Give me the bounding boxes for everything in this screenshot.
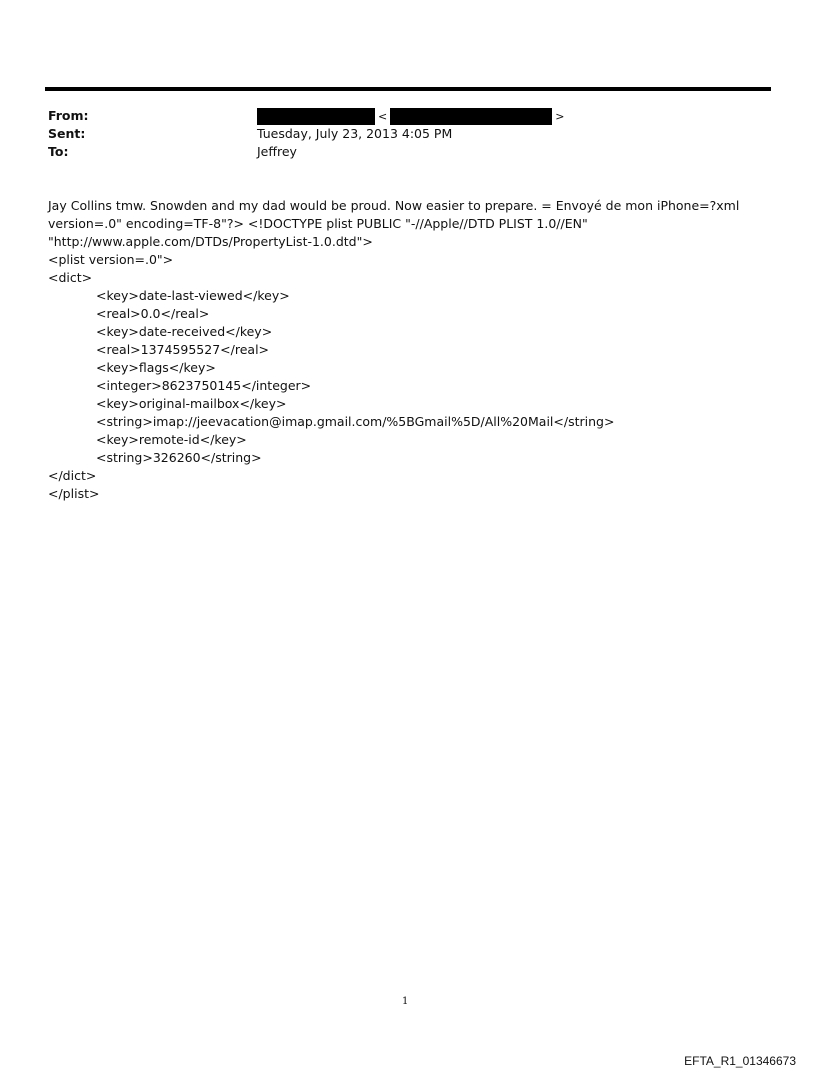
body-line: version=.0" encoding=TF-8"?> <!DOCTYPE plist PUBLIC "-//Apple//DTD PLIST 1.0//EN" (48, 216, 588, 231)
body-line: <key>original-mailbox</key> (96, 396, 287, 411)
from-value (257, 107, 567, 125)
header-rule (45, 87, 771, 91)
body-line: <string>imap://jeevacation@imap.gmail.com/%5BGmail%5D/All%20Mail</string> (96, 414, 615, 429)
body-line: </dict> (48, 468, 97, 483)
body-line: <real>1374595527</real> (96, 342, 270, 357)
from-label: From: (48, 108, 89, 123)
body-line: <dict> (48, 270, 93, 285)
body-line: <integer>8623750145</integer> (96, 378, 312, 393)
body-line: </plist> (48, 486, 100, 501)
from-close-bracket: > (555, 109, 565, 123)
redacted-sender-name (257, 108, 375, 125)
body-line: <real>0.0</real> (96, 306, 210, 321)
to-value: Jeffrey (257, 144, 297, 159)
email-body (48, 197, 748, 503)
sent-label: Sent: (48, 126, 86, 141)
from-open-bracket: < (378, 109, 388, 123)
to-label: To: (48, 144, 69, 159)
body-line: <key>flags</key> (96, 360, 216, 375)
sent-value: Tuesday, July 23, 2013 4:05 PM (257, 126, 453, 141)
body-line: <key>date-last-viewed</key> (96, 288, 290, 303)
page-number: 1 (402, 996, 409, 1007)
body-line: <key>date-received</key> (96, 324, 273, 339)
body-line: "http://www.apple.com/DTDs/PropertyList-1.0.dtd"> (48, 234, 373, 249)
body-line: Jay Collins tmw. Snowden and my dad would be proud. Now easier to prepare. = Envoyé de mon iPhone=?xml (48, 198, 740, 213)
body-line: <plist version=.0"> (48, 252, 174, 267)
body-line: <string>326260</string> (96, 450, 262, 465)
bates-number: EFTA_R1_01346673 (684, 1054, 796, 1068)
body-line: <key>remote-id</key> (96, 432, 247, 447)
redacted-sender-email (390, 108, 552, 125)
